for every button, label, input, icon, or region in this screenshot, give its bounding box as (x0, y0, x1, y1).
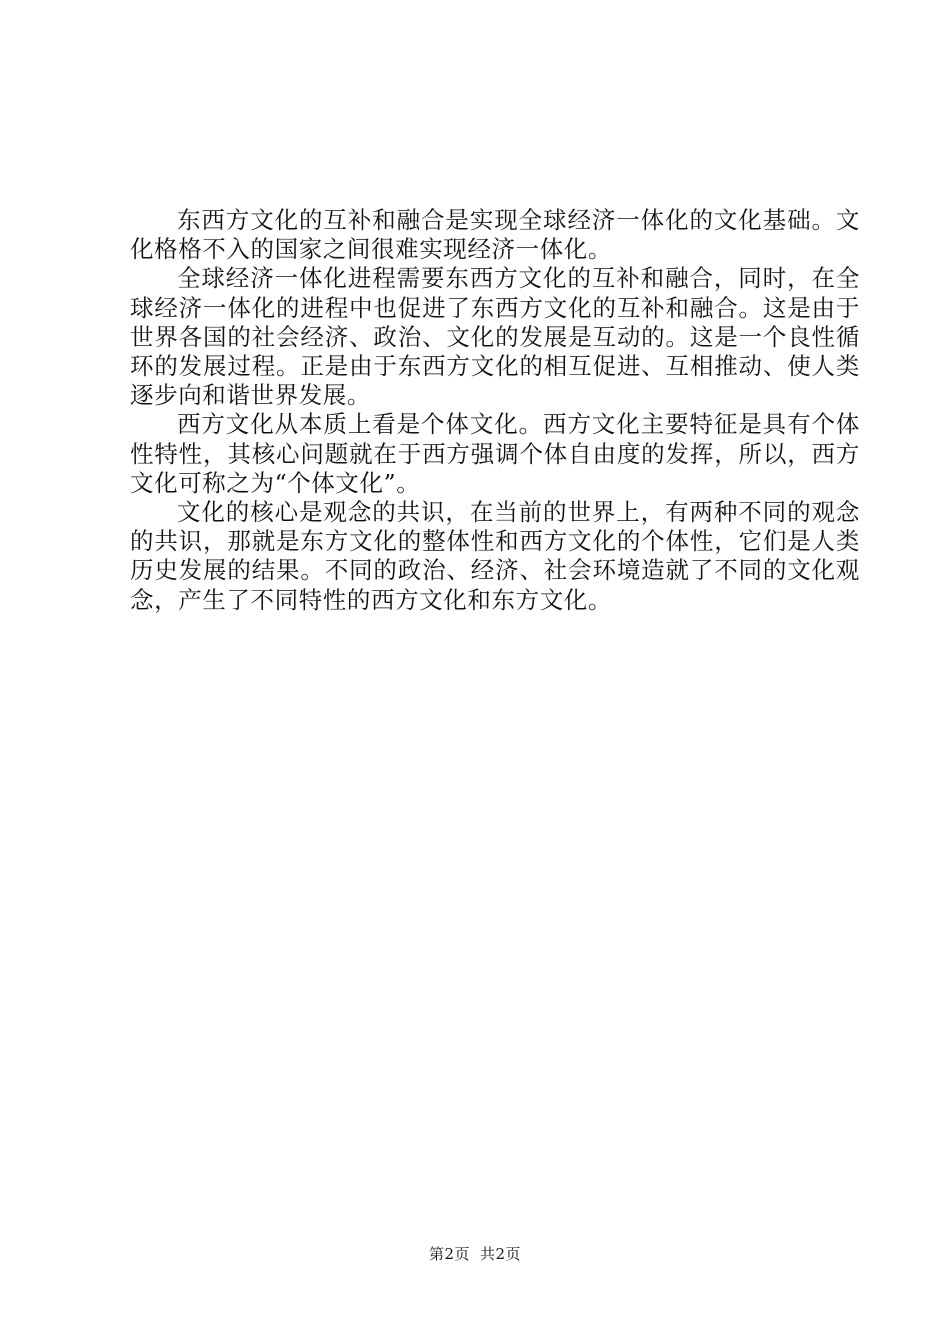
paragraph: 文化的核心是观念的共识，在当前的世界上，有两种不同的观念的共识，那就是东方文化的整体性和西方文化的个体性，它们是人类历史发展的结果。不同的政治、经济、社会环境造就了不同的文化观念，产生了不同特性的西方文化和东方文化。 (130, 498, 860, 614)
page-footer (0, 1244, 950, 1264)
paragraph: 东西方文化的互补和融合是实现全球经济一体化的文化基础。文化格格不入的国家之间很难实现经济一体化。 (130, 206, 860, 264)
paragraph: 全球经济一体化进程需要东西方文化的互补和融合，同时，在全球经济一体化的进程中也促进了东西方文化的互补和融合。这是由于世界各国的社会经济、政治、文化的发展是互动的。这是一个良性循环的发展过程。正是由于东西方文化的相互促进、互相推动、使人类逐步向和谐世界发展。 (130, 264, 860, 410)
page-number-total: 共2页 (480, 1245, 522, 1263)
document-body (130, 206, 860, 615)
page-number-current: 第2页 (428, 1245, 470, 1263)
paragraph: 西方文化从本质上看是个体文化。西方文化主要特征是具有个体性特性，其核心问题就在于西方强调个体自由度的发挥，所以，西方文化可称之为“个体文化”。 (130, 410, 860, 497)
